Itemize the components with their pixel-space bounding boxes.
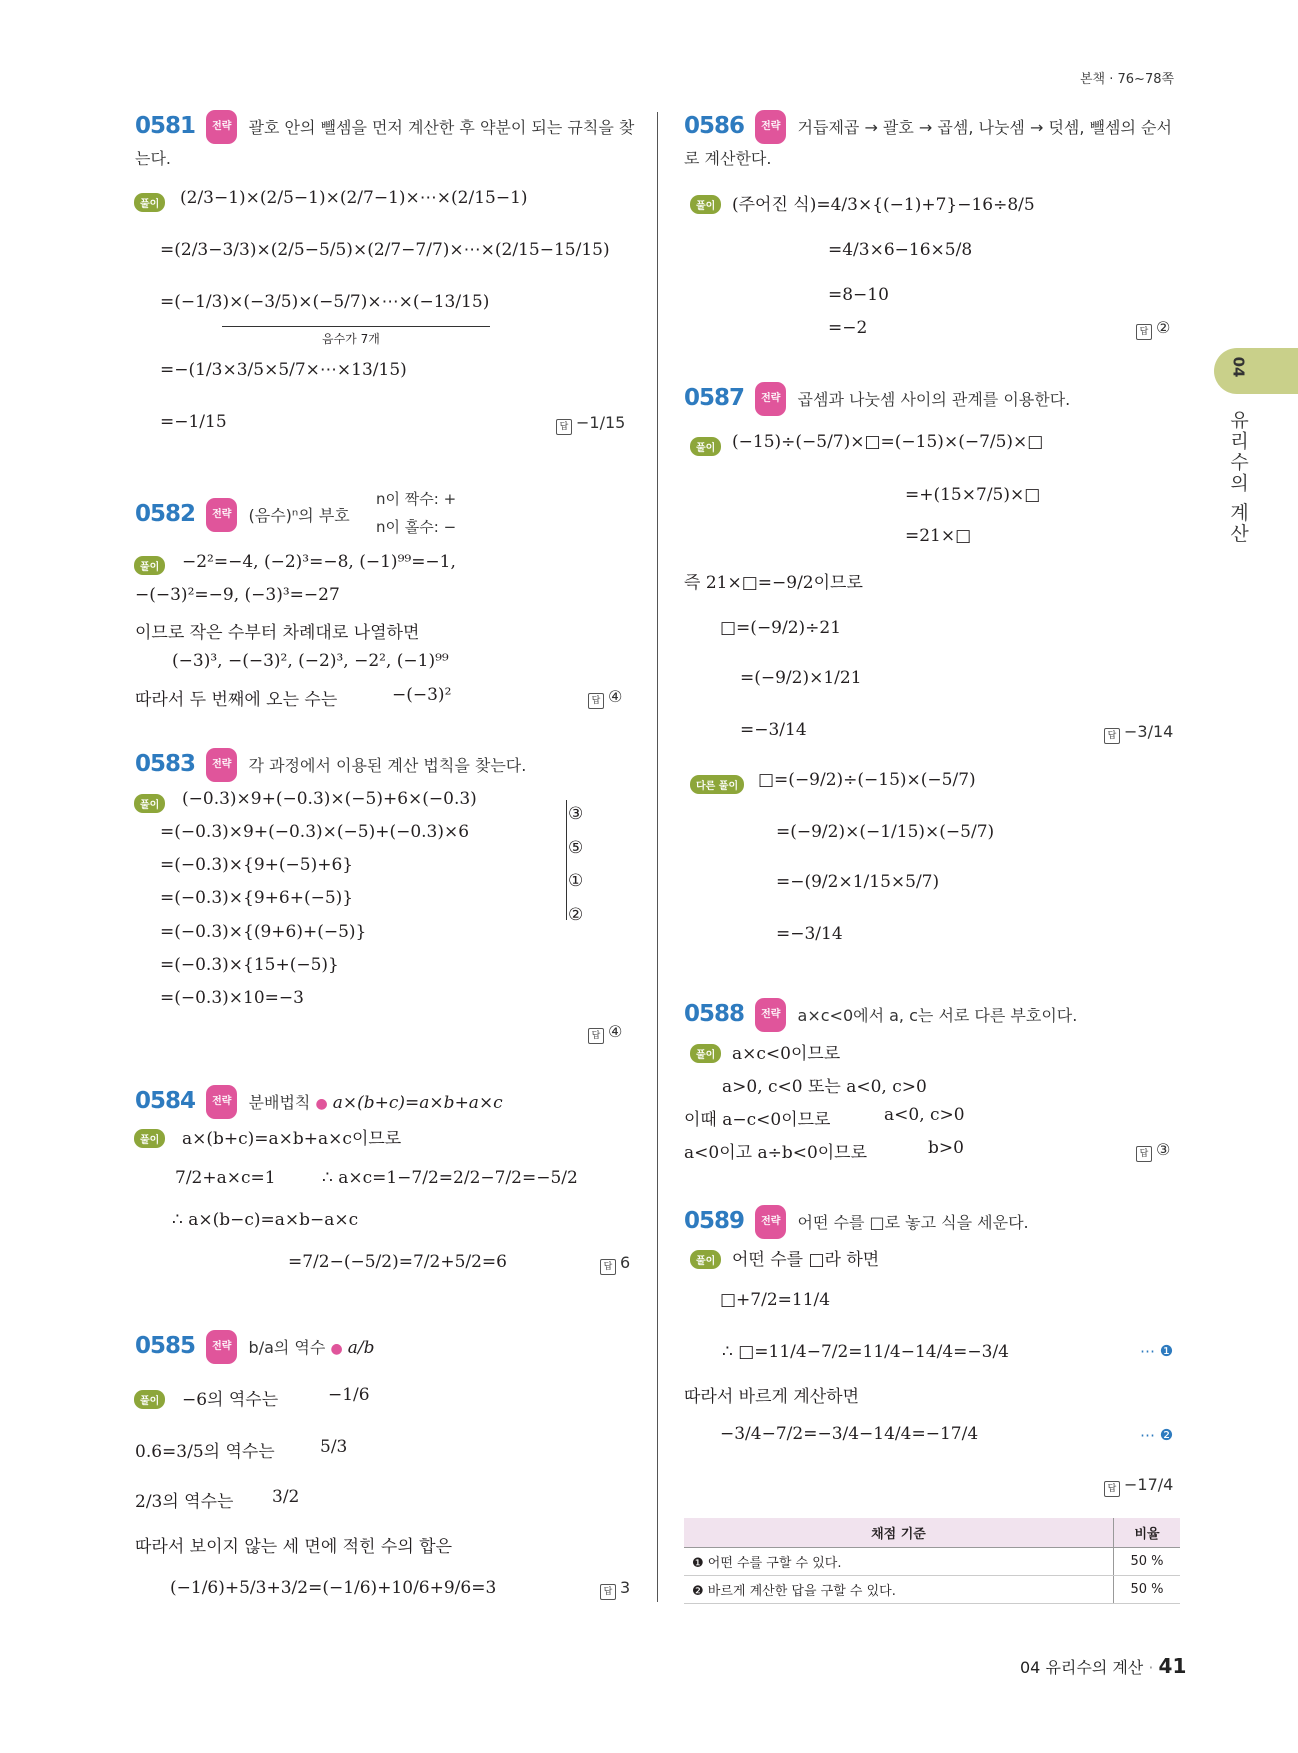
problem-0588 bbox=[684, 998, 1077, 1032]
step-mark: ⋯ ❷ bbox=[1140, 1426, 1174, 1444]
problem-0584 bbox=[135, 1085, 503, 1119]
solution-badge: 풀이 bbox=[134, 193, 165, 212]
answer-icon: 답 bbox=[600, 1584, 616, 1600]
result-value: b>0 bbox=[928, 1138, 964, 1158]
alt-line: =(−9/2)×(−1/15)×(−5/7) bbox=[776, 822, 995, 842]
strategy-text: 곱셈과 나눗셈 사이의 관계를 이용한다. bbox=[797, 390, 1071, 409]
chapter-number: 04 bbox=[1229, 356, 1248, 378]
strategy-text: 괄호 안의 뺄셈을 먼저 계산한 후 약분이 되는 규칙을 찾는다. bbox=[135, 118, 635, 168]
answer bbox=[1104, 722, 1173, 744]
solution-line: ∴ a×(b−c)=a×b−a×c bbox=[172, 1210, 359, 1230]
solution-line: =4/3×6−16×5/8 bbox=[828, 240, 973, 260]
solution-line: =(−0.3)×{9+(−5)+6} bbox=[160, 855, 354, 875]
solution-line: 2/3의 역수는 bbox=[135, 1492, 234, 1512]
answer-value: ② bbox=[1156, 318, 1171, 337]
solution-line: =−(1/3×3/5×5/7×⋯×13/15) bbox=[160, 360, 407, 380]
answer-icon: 답 bbox=[588, 1028, 604, 1044]
solution-line: (−3)³, −(−3)², (−2)³, −2², (−1)⁹⁹ bbox=[172, 651, 449, 671]
problem-number: 0583 bbox=[135, 751, 196, 777]
law-mark: ⑤ bbox=[568, 838, 584, 858]
problem-0585 bbox=[135, 1330, 375, 1364]
solution-line: =(−1/3)×(−3/5)×(−5/7)×⋯×(−13/15) bbox=[160, 292, 490, 312]
solution-line: =−2 bbox=[828, 318, 868, 338]
footer-chapter: 04 유리수의 계산 bbox=[1020, 1658, 1144, 1677]
solution-line: −3/4−7/2=−3/4−14/4=−17/4 bbox=[720, 1424, 979, 1444]
column-header: 채점 기준 bbox=[684, 1518, 1114, 1548]
answer bbox=[1136, 318, 1170, 340]
solution-line: =−1/15 bbox=[160, 412, 227, 432]
strategy-badge: 전략 bbox=[755, 998, 786, 1032]
solution-line: −2²=−4, (−2)³=−8, (−1)⁹⁹=−1, bbox=[182, 552, 456, 572]
answer-value: −17/4 bbox=[1124, 1475, 1174, 1494]
solution-line: 7/2+a×c=1 bbox=[175, 1168, 276, 1188]
result-value: −1/6 bbox=[328, 1385, 370, 1405]
solution-line: =(−9/2)×1/21 bbox=[740, 668, 862, 688]
page-reference: 본책 · 76~78쪽 bbox=[1080, 72, 1175, 87]
solution-line: =(−0.3)×{15+(−5)} bbox=[160, 955, 339, 975]
solution-line: =−3/14 bbox=[740, 720, 807, 740]
answer bbox=[1104, 1475, 1173, 1497]
solution-line: =21×□ bbox=[905, 526, 972, 546]
alt-line: =−(9/2×1/15×5/7) bbox=[776, 872, 940, 892]
problem-number: 0587 bbox=[684, 385, 745, 411]
solution-line: a×(b+c)=a×b+a×c이므로 bbox=[182, 1129, 402, 1149]
solution-line: (−0.3)×9+(−0.3)×(−5)+6×(−0.3) bbox=[182, 789, 477, 809]
result-value: a<0, c>0 bbox=[884, 1105, 965, 1125]
answer bbox=[600, 1578, 630, 1600]
ratio-cell: 50 % bbox=[1114, 1576, 1181, 1604]
law-mark: ② bbox=[568, 905, 584, 925]
page-footer: 04 유리수의 계산 · 41 bbox=[1020, 1654, 1187, 1678]
strategy-formula: a/b bbox=[347, 1338, 375, 1358]
problem-0583 bbox=[135, 748, 526, 782]
solution-line: 즉 21×□=−9/2이므로 bbox=[684, 573, 863, 593]
solution-line: 이므로 작은 수부터 차례대로 나열하면 bbox=[135, 623, 420, 643]
solution-badge: 풀이 bbox=[134, 1129, 165, 1148]
solution-line: □+7/2=11/4 bbox=[720, 1290, 831, 1310]
answer bbox=[588, 687, 622, 709]
solution-badge: 풀이 bbox=[134, 556, 165, 575]
solution-line: □=(−9/2)÷21 bbox=[720, 618, 842, 638]
answer-value: 3 bbox=[620, 1578, 631, 1597]
step-mark: ⋯ ❶ bbox=[1140, 1342, 1174, 1360]
solution-badge: 풀이 bbox=[690, 1044, 721, 1063]
odd-case: n이 홀수: − bbox=[376, 518, 457, 536]
strategy-text: (음수)ⁿ의 부호 bbox=[248, 506, 350, 525]
solution-line: =(2/3−3/3)×(2/5−5/5)×(2/7−7/7)×⋯×(2/15−15/15) bbox=[160, 240, 610, 260]
solution-line: =(−0.3)×{9+6+(−5)} bbox=[160, 888, 354, 908]
problem-0586 bbox=[684, 110, 1180, 174]
answer bbox=[1136, 1140, 1170, 1162]
solution-line: 따라서 두 번째에 오는 수는 bbox=[135, 690, 338, 710]
answer-icon: 답 bbox=[1136, 324, 1152, 340]
problem-number: 0588 bbox=[684, 1001, 745, 1027]
criterion-cell: ❶ 어떤 수를 구할 수 있다. bbox=[684, 1548, 1114, 1576]
answer-value: ④ bbox=[608, 687, 623, 706]
problem-number: 0589 bbox=[684, 1208, 745, 1234]
alt-line: =−3/14 bbox=[776, 924, 843, 944]
solution-line: (2/3−1)×(2/5−1)×(2/7−1)×⋯×(2/15−1) bbox=[180, 188, 528, 208]
problem-number: 0584 bbox=[135, 1088, 196, 1114]
strategy-text: 거듭제곱 → 괄호 → 곱셈, 나눗셈 → 덧셈, 뺄셈의 순서로 계산한다. bbox=[684, 118, 1172, 168]
solution-line: 따라서 바르게 계산하면 bbox=[684, 1387, 860, 1407]
answer-icon: 답 bbox=[1136, 1146, 1152, 1162]
arrow-icon: ● bbox=[315, 1096, 328, 1112]
result-value: −(−3)² bbox=[392, 685, 452, 705]
answer-value: −1/15 bbox=[576, 413, 626, 432]
answer-icon: 답 bbox=[588, 693, 604, 709]
answer bbox=[588, 1022, 622, 1044]
solution-line: 0.6=3/5의 역수는 bbox=[135, 1442, 275, 1462]
answer bbox=[556, 413, 625, 435]
underbrace bbox=[222, 326, 490, 327]
solution-line: =(−0.3)×{(9+6)+(−5)} bbox=[160, 922, 367, 942]
solution-badge: 풀이 bbox=[690, 437, 721, 456]
strategy-badge: 전략 bbox=[755, 1205, 786, 1239]
problem-0582 bbox=[135, 498, 350, 532]
ratio-cell: 50 % bbox=[1114, 1548, 1181, 1576]
problem-number: 0585 bbox=[135, 1333, 196, 1359]
strategy-badge: 전략 bbox=[206, 748, 237, 782]
problem-0587 bbox=[684, 382, 1070, 416]
solution-line: a×c<0이므로 bbox=[732, 1044, 841, 1064]
solution-line: =8−10 bbox=[828, 285, 889, 305]
strategy-text: a×c<0에서 a, c는 서로 다른 부호이다. bbox=[797, 1006, 1078, 1025]
answer-icon: 답 bbox=[600, 1259, 616, 1275]
solution-line: =(−0.3)×10=−3 bbox=[160, 988, 304, 1008]
solution-line: a<0이고 a÷b<0이므로 bbox=[684, 1143, 868, 1163]
even-case: n이 짝수: + bbox=[376, 490, 457, 508]
solution-badge: 풀이 bbox=[690, 195, 721, 214]
chapter-title: 유리수의 계산 bbox=[1227, 410, 1249, 545]
answer-icon: 답 bbox=[1104, 728, 1120, 744]
problem-number: 0582 bbox=[135, 501, 196, 527]
solution-badge: 풀이 bbox=[134, 794, 165, 813]
strategy-badge: 전략 bbox=[755, 110, 786, 144]
solution-line: (주어진 식)=4/3×{(−1)+7}−16÷8/5 bbox=[732, 195, 1035, 215]
solution-badge: 풀이 bbox=[134, 1390, 165, 1409]
table-header-row bbox=[684, 1518, 1180, 1548]
column-header: 비율 bbox=[1114, 1518, 1181, 1548]
strategy-badge: 전략 bbox=[206, 110, 237, 144]
solution-line: (−1/6)+5/3+3/2=(−1/6)+10/6+9/6=3 bbox=[170, 1578, 497, 1598]
strategy-text: 분배법칙 bbox=[248, 1093, 311, 1112]
strategy-badge: 전략 bbox=[206, 1085, 237, 1119]
answer-icon: 답 bbox=[556, 419, 572, 435]
brace-note: 음수가 7개 bbox=[322, 332, 380, 346]
solution-line: −(−3)²=−9, (−3)³=−27 bbox=[135, 585, 340, 605]
bracket bbox=[560, 800, 567, 920]
chapter-tab bbox=[1214, 348, 1298, 394]
strategy-text: 각 과정에서 이용된 계산 법칙을 찾는다. bbox=[248, 756, 527, 775]
page-number: 41 bbox=[1158, 1654, 1187, 1678]
table-row bbox=[684, 1576, 1180, 1604]
scoring-table bbox=[684, 1518, 1180, 1604]
solution-line: ∴ □=11/4−7/2=11/4−14/4=−3/4 bbox=[722, 1342, 1009, 1362]
alt-solution-badge: 다른 풀이 bbox=[690, 775, 744, 794]
solution-line: 이때 a−c<0이므로 bbox=[684, 1110, 831, 1130]
result-value: 5/3 bbox=[320, 1437, 348, 1457]
answer bbox=[600, 1253, 630, 1275]
solution-line: =(−0.3)×9+(−0.3)×(−5)+(−0.3)×6 bbox=[160, 822, 470, 842]
solution-line: =+(15×7/5)×□ bbox=[905, 485, 1041, 505]
criterion-cell: ❷ 바르게 계산한 답을 구할 수 있다. bbox=[684, 1576, 1114, 1604]
solution-badge: 풀이 bbox=[690, 1250, 721, 1269]
solution-line: ∴ a×c=1−7/2=2/2−7/2=−5/2 bbox=[322, 1168, 578, 1188]
solution-line: a>0, c<0 또는 a<0, c>0 bbox=[722, 1077, 927, 1097]
strategy-badge: 전략 bbox=[206, 1330, 237, 1364]
arrow-icon: ● bbox=[330, 1341, 343, 1357]
column-divider bbox=[657, 112, 658, 1602]
answer-value: ③ bbox=[1156, 1140, 1171, 1159]
problem-number: 0581 bbox=[135, 113, 196, 139]
solution-line: −6의 역수는 bbox=[182, 1390, 279, 1410]
law-mark: ① bbox=[568, 871, 584, 891]
strategy-formula: a×(b+c)=a×b+a×c bbox=[332, 1093, 503, 1113]
solution-line: =7/2−(−5/2)=7/2+5/2=6 bbox=[288, 1252, 507, 1272]
problem-number: 0586 bbox=[684, 113, 745, 139]
law-mark: ③ bbox=[568, 804, 584, 824]
problem-0589 bbox=[684, 1205, 1029, 1239]
strategy-badge: 전략 bbox=[755, 382, 786, 416]
result-value: 3/2 bbox=[272, 1487, 300, 1507]
problem-0581 bbox=[135, 110, 635, 174]
answer-value: −3/14 bbox=[1124, 722, 1174, 741]
strategy-text: b/a의 역수 bbox=[248, 1338, 326, 1357]
table-row bbox=[684, 1548, 1180, 1576]
answer-value: 6 bbox=[620, 1253, 631, 1272]
strategy-badge: 전략 bbox=[206, 498, 237, 532]
answer-value: ④ bbox=[608, 1022, 623, 1041]
alt-line: □=(−9/2)÷(−15)×(−5/7) bbox=[758, 770, 976, 790]
solution-line: 따라서 보이지 않는 세 면에 적힌 수의 합은 bbox=[135, 1537, 453, 1557]
solution-line: 어떤 수를 □라 하면 bbox=[732, 1250, 880, 1270]
solution-line: (−15)÷(−5/7)×□=(−15)×(−7/5)×□ bbox=[732, 432, 1044, 452]
answer-icon: 답 bbox=[1104, 1481, 1120, 1497]
strategy-text: 어떤 수를 □로 놓고 식을 세운다. bbox=[797, 1213, 1029, 1232]
